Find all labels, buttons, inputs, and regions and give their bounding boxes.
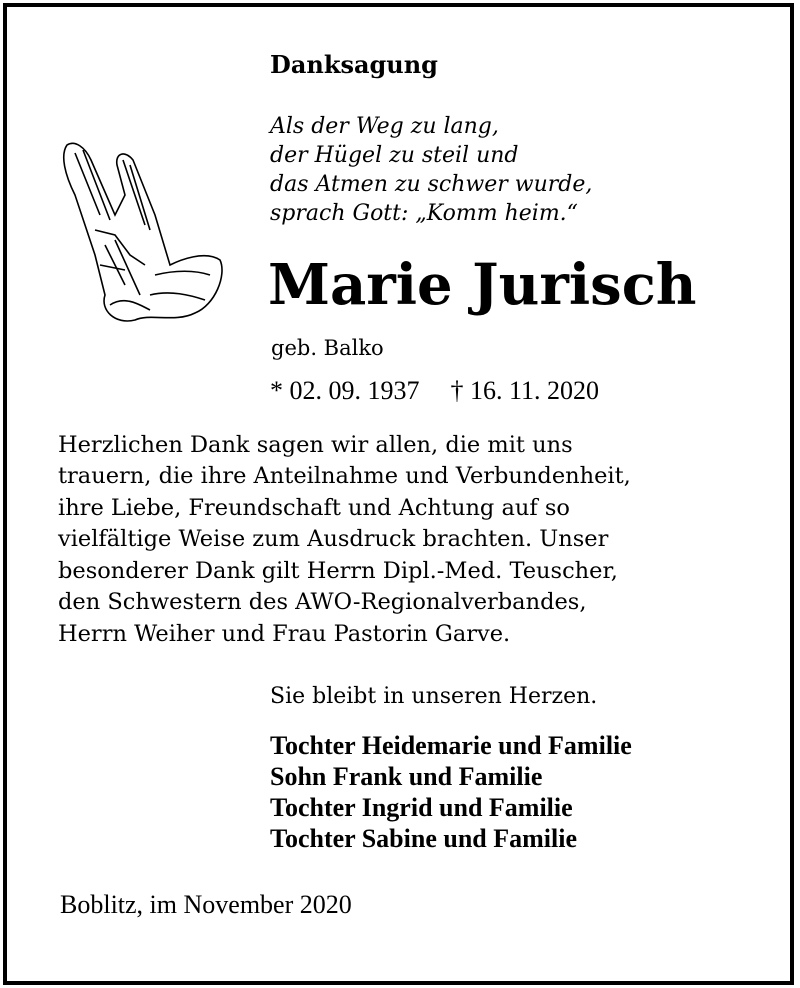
text-line: den Schwestern des AWO-Regionalverbandes,: [58, 589, 587, 615]
deceased-name: Marie Jurisch: [268, 252, 697, 318]
praying-hands-icon: [55, 135, 227, 330]
closing-line: Sie bleibt in unseren Herzen.: [270, 684, 598, 709]
family-member: Sohn Frank und Familie: [270, 762, 543, 791]
text-line: Herzlichen Dank sagen wir allen, die mit uns: [58, 432, 573, 458]
death-date: † 16. 11. 2020: [450, 376, 600, 405]
family-member: Tochter Heidemarie und Familie: [270, 731, 632, 760]
text-line: ihre Liebe, Freundschaft und Achtung auf so: [58, 495, 570, 521]
poem-line: das Atmen zu schwer wurde,: [270, 172, 593, 197]
family-member: Tochter Sabine und Familie: [270, 824, 577, 853]
text-line: Herrn Weiher und Frau Pastorin Garve.: [58, 621, 511, 647]
text-line: trauern, die ihre Anteilnahme und Verbundenheit,: [58, 463, 631, 489]
poem-line: Als der Weg zu lang,: [270, 114, 499, 139]
text-line: vielfältige Weise zum Ausdruck brachten. Unser: [58, 526, 609, 552]
text-line: besonderer Dank gilt Herrn Dipl.-Med. Teuscher,: [58, 558, 618, 584]
poem-line: sprach Gott: „Komm heim.“: [270, 201, 578, 226]
poem-line: der Hügel zu steil und: [270, 143, 519, 168]
life-dates: [270, 376, 599, 406]
heading: Danksagung: [270, 50, 438, 79]
place-date: Boblitz, im November 2020: [60, 890, 352, 919]
family-member: Tochter Ingrid und Familie: [270, 793, 573, 822]
birth-name: geb. Balko: [271, 336, 384, 360]
birth-date: * 02. 09. 1937: [270, 376, 420, 405]
